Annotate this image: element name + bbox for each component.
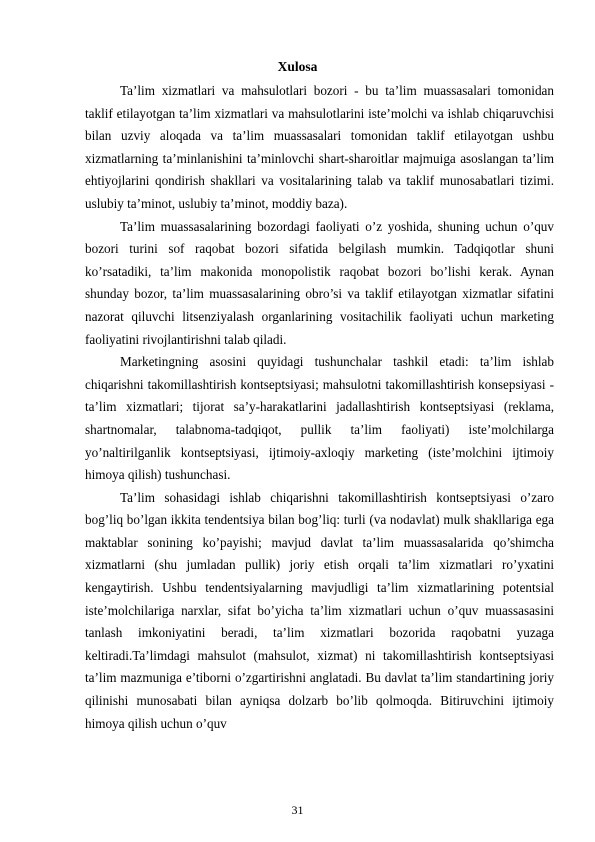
paragraph: Ta’lim sohasidagi ishlab chiqarishni takomillashtirish kontseptsiyasi o’zaro bog’liq bo’lgan ikkita tendentsiya bilan bog’liq: turli (va nodavlat) mulk shakllariga ega maktablar sonining ko’payishi; mavjud davlat ta’lim muassasalarida qo’shimcha xizmatlarni (shu jumladan pullik) joriy etish orqali ta’lim xizmatlari ro’yxatini kengaytirish. Ushbu tendentsiyalarning mavjudligi ta’lim xizmatlarining potentsial iste’molchilariga narxlar, sifat bo’yicha ta’lim xizmatlari uchun o’quv muassasasini tanlash imkoniyatini beradi, ta’lim xizmatlari bozorida raqobatni yuzaga keltiradi.Ta’limdagi mahsulot (mahsulot, xizmat) ni takomillashtirish kontseptsiyasi ta’lim mazmuniga e’tiborni o’zgartirishni anglatadi. Bu davlat ta’lim standartining joriy qilinishi munosabati bilan ayniqsa dolzarb bo’lib qolmoqda. Bitiruvchini ijtimoiy himoya qilish uchun o’quv <box>85 489 554 731</box>
document-body <box>85 80 554 735</box>
paragraph: Marketingning asosini quyidagi tushunchalar tashkil etadi: ta’lim ishlab chiqarishni takomillashtirish kontseptsiyasi; mahsulotni takomillashtirish konsepsiyasi - ta’lim xizmatlari; tijorat sa’y-harakatlarini jadallashtirish kontseptsiyasi (reklama, shartnomalar, talabnoma-tadqiqot, pullik ta’lim faoliyati) iste’molchilarga yo’naltirilganlik kontseptsiyasi, ijtimoiy-axloqiy marketing (iste’molchini ijtimoiy himoya qilish) tushunchasi. <box>85 354 554 483</box>
paragraph: Ta’lim xizmatlari va mahsulotlari bozori - bu ta’lim muassasalari tomonidan taklif etilayotgan ta’lim xizmatlari va mahsulotlarini iste’molchi va ishlab chiqaruvchisi bilan uzviy aloqada va ta’lim muassasalari tomonidan taklif etilayotgan ushbu xizmatlarning ta’minlanishini ta’minlovchi shart-sharoitlar majmuiga asoslangan ta’lim ehtiyojlarini qondirish shakllari va vositalarining talab va taklif munosabatlari tizimi. uslubiy ta’minot, uslubiy ta’minot, moddiy baza). <box>85 83 554 211</box>
page-title: Xulosa <box>277 59 318 74</box>
page-number: 31 <box>291 803 304 817</box>
paragraph: Ta’lim muassasalarining bozordagi faoliyati o’z yoshida, shuning uchun o’quv bozori turini sof raqobat bozori sifatida belgilash mumkin. Tadqiqotlar shuni ko’rsatadiki, ta’lim makonida monopolistik raqobat bozori bo’lishi kerak. Aynan shunday bozor, ta’lim muassasalarining obro’si va taklif etilayotgan xizmatlar sifatini nazorat qiluvchi litsenziyalash organlarining vositachilik faoliyati uchun marketing faoliyatini rivojlantirishni talab qiladi. <box>85 218 554 347</box>
